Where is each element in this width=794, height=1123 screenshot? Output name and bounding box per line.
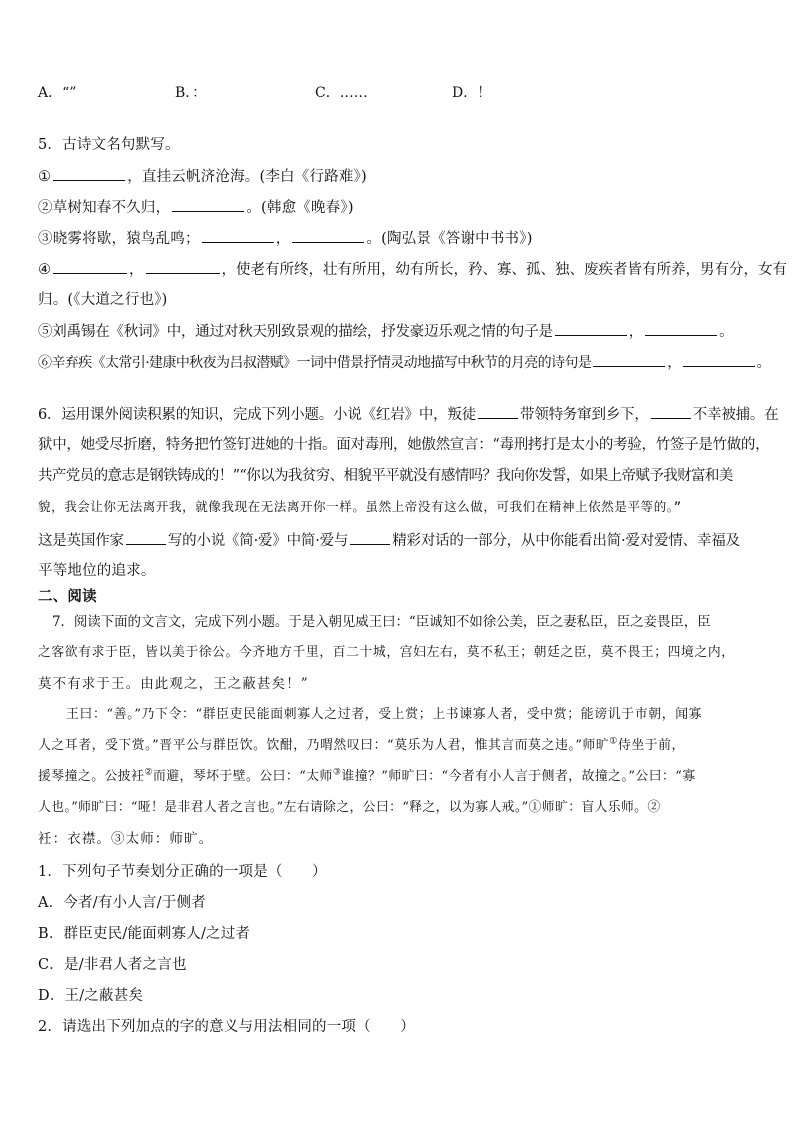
blank[interactable]: [651, 404, 691, 419]
q7-line-5: 人之耳者，受下赏。”晋平公与群臣饮。饮酣，乃喟然叹曰：“莫乐为人君，惟其言而莫之违。”师旷①侍坐于前，: [38, 736, 685, 753]
q5-item-5: ⑤刘禹锡在《秋词》中，通过对秋天别致景观的描绘，抒发豪迈乐观之情的句子是 ， 。: [38, 321, 733, 342]
blank[interactable]: [593, 352, 665, 367]
sub1-choice-a[interactable]: A．今者/有小人言/于侧者: [38, 895, 206, 911]
blank[interactable]: [555, 321, 627, 336]
option-c: C．……: [315, 85, 368, 101]
q7-line-7: 人也。”师旷曰：“哑！是非君人者之言也。”左右请除之，公曰：“释之，以为寡人戒。”①师旷：盲人乐师。②: [38, 800, 661, 815]
blank[interactable]: [53, 259, 127, 274]
q7-line-3: 莫不有求于王。由此观之，王之蔽甚矣！”: [38, 676, 309, 692]
blank[interactable]: [478, 404, 518, 419]
blank[interactable]: [683, 352, 755, 367]
q6-line-3: 共产党员的意志是钢铁铸成的！”“你以为我贫穷、相貌平平就没有感情吗？我向你发誓，如果上帝赋予我财富和美: [38, 468, 733, 484]
q6-line-5: 这是英国作家 写的小说《简·爱》中简·爱与 精彩对话的一部分，从中你能看出简·爱对爱情、幸福及: [38, 530, 740, 551]
q6-line-6: 平等地位的追求。: [38, 563, 156, 579]
blank[interactable]: [292, 228, 364, 243]
answer-options-row: [38, 82, 758, 102]
q5-item-6: ⑥辛弃疾《太常引·建康中秋夜为吕叔潜赋》一词中借景抒情灵动地描写中秋节的月亮的诗句是 ， 。: [38, 352, 770, 373]
blank[interactable]: [350, 530, 390, 545]
q5-item-1: ① ，直挂云帆济沧海。(李白《行路难》): [38, 166, 367, 187]
q5-item-4-cont: 归。(《大道之行也》): [38, 292, 168, 308]
q6-line-2: 狱中，她受尽折磨，特务把竹签钉进她的十指。面对毒刑，她傲然宣言：“毒刑拷打是太小的考验，竹签子是竹做的，: [38, 437, 770, 453]
blank[interactable]: [172, 197, 244, 212]
q7-line-6: 援琴撞之。公披衽②而避，琴坏于壁。公曰：“太师③谁撞？”师旷曰：“今者有小人言于侧者，故撞之。”公曰：“寡: [38, 767, 696, 784]
q5-item-2: ②草树知春不久归， 。(韩愈《晚春》): [38, 197, 354, 218]
q7-line-8: 衽：衣襟。③太师：师旷。: [38, 831, 214, 847]
q6-line-1: 6．运用课外阅读积累的知识，完成下列小题。小说《红岩》中，叛徒 带领特务窜到乡下， 不幸被捕。在: [38, 404, 779, 425]
blank[interactable]: [146, 259, 220, 274]
q6-line-4: 貌，我会让你无法离开我，就像我现在无法离开你一样。虽然上帝没有这么做，可我们在精神上依然是平等的。”: [38, 499, 682, 514]
sub1-choice-d[interactable]: D．王/之蔽甚矣: [38, 988, 144, 1004]
sub1-choice-c[interactable]: C．是/非君人者之言也: [38, 957, 187, 973]
q5-item-3: ③晓雾将歇，猿鸟乱鸣； ， 。(陶弘景《答谢中书书》): [38, 228, 533, 249]
sub1-choice-b[interactable]: B．群臣吏民/能面刺寡人/之过者: [38, 926, 251, 942]
blank[interactable]: [126, 530, 166, 545]
q7-line-2: 之客欲有求于臣，皆以美于徐公。今齐地方千里，百二十城，宫妇左右，莫不私王；朝廷之臣，莫不畏王；四境之内，: [38, 645, 735, 660]
question-5-title: 5．古诗文名句默写。: [38, 137, 180, 153]
q7-line-4: 王曰：“善。”乃下令：“群臣吏民能面刺寡人之过者，受上赏；上书谏寡人者，受中赏；能谤讥于市朝，闻寡: [66, 707, 703, 722]
option-d: D．！: [452, 85, 492, 101]
q7-line-1: 7．阅读下面的文言文，完成下列小题。于是入朝见威王曰：“臣诚知不如徐公美，臣之妻私臣，臣之妾畏臣，臣: [52, 614, 711, 630]
blank[interactable]: [645, 321, 717, 336]
option-b: B．：: [175, 85, 207, 101]
blank[interactable]: [53, 166, 125, 181]
sub1-title: 1．下列句子节奏划分正确的一项是（ ）: [38, 864, 327, 880]
section-heading: 二、阅读: [38, 588, 97, 605]
blank[interactable]: [202, 228, 274, 243]
q5-item-4: ④ ， ，使老有所终，壮有所用，幼有所长，矜、寡、孤、独、废疾者皆有所养，男有分，女有: [38, 259, 787, 280]
sub2-title: 2．请选出下列加点的字的意义与用法相同的一项（ ）: [38, 1019, 415, 1035]
option-a: A．“”: [38, 85, 77, 101]
